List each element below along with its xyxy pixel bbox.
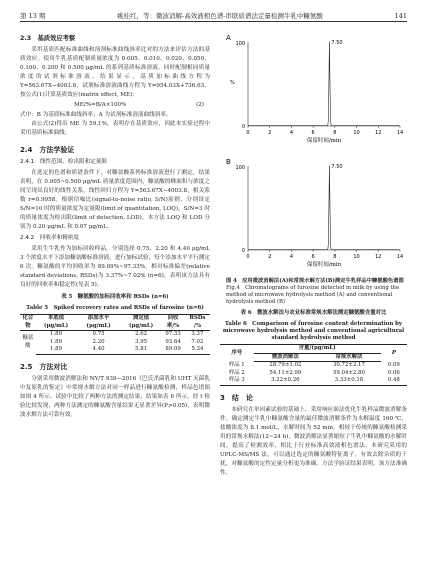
running-header	[20, 8, 407, 20]
panel-label: B	[226, 158, 231, 166]
table-caption-en: Table 5 Spiked recovery rates and RSDs of furosine (n=6)	[26, 305, 204, 311]
x-tick-label: 10	[353, 254, 360, 260]
table-cell: 2.62	[135, 331, 148, 338]
table-row	[20, 346, 210, 354]
column-header: 序号	[220, 345, 254, 362]
paragraph: 在选定的色谱和质谱条件下，对糠氨酸系列标准溶液进行了测定，结果表明，在 0.005~0.500 μg/mL 质量浓度范围内，糠氨酸的峰面积与浓度之间呈现出良好的线性关系，线性回归方程为 Y=563.67X−4003.8，相关系数 r=0.9958。根据信噪比(signal-to-noise ratio, S/N)原则，分别设定 S/N=10 时的质量浓度为定量限(limit of quantitation, LOQ)，S/N=3 时的质量浓度为检出限(limit of detection, LOD)，本方法 LOQ 和 LOD 分别为 0.20 μg/mL 和 0.07 μg/mL。	[20, 170, 210, 230]
x-tick-label: 10	[353, 130, 360, 136]
y-tick-label: 0	[241, 124, 245, 130]
paragraph: 本研究在单因素试验的基础上，采用响应面法优化牛乳样品微波消解条件。确定测定牛乳中糠氨酸含量的最佳微波消解条件为水解温度 160 ℃，盐酸浓度为 8.1 mol/L，水解时间为 52 min。相较于传统的糠氨酸检测采用的常规水解法(12~24 h)，微波消解法显著缩短了牛乳中糠氨酸的水解时间，提高了检测效率，相比于行业标准高效液相色谱法，本研究采用的 UPLC-MS/MS 法，可以通过选定的糠氨酸特征离子，有效去除杂质的干扰，对糠氨酸的定性定量分析更为准确。方法学验证结果表明，该方法准确性、	[220, 406, 407, 476]
panel-label: A	[226, 34, 231, 42]
subsection-heading: 2.4.1 线性范围、检出限和定量限	[20, 159, 107, 165]
paragraph: 由公式(2)得出 ME 为 59.1%，表明存在基质效应，因此本实验过程中采用基质标准曲线。	[20, 121, 210, 136]
table-cell: 97.33	[165, 331, 181, 338]
paragraph: 采用生牛乳作为加标回收样品，分别选择 0.75、2.20 和 4.40 μg/mL 3 个浓度水平下添加糠氨酸标准溶液，进行加标试验，每个添加水平平行测定 6 次。糠氨酸的平均回收率为 89.09%~97.33%，相对标准偏差(relative standard deviations, RSDs)为 3.37%~7.02% (n=6)，表明该方法具有良好的回收率和稳定性(见表 5)。	[20, 246, 210, 288]
group-header: 含量/(μg/mL)	[254, 345, 381, 354]
table-cell: 样品 3	[220, 377, 254, 385]
page-number: 141	[394, 12, 407, 20]
table-cell: 0.75	[92, 331, 105, 338]
table-cell: 7.02	[191, 338, 204, 345]
table-cell: 1.89	[50, 331, 63, 338]
equation-body: ME/%=B/A×100%	[74, 102, 127, 108]
peak-label: 7.50	[331, 40, 343, 46]
chromatogram-trace	[248, 166, 399, 250]
y-tick-label: 0	[241, 248, 245, 254]
table-cell: 0.48	[381, 377, 407, 385]
x-tick-label: 12	[375, 254, 382, 260]
table-cell: 0.09	[387, 361, 400, 368]
column-header: P	[381, 345, 407, 362]
paragraph: 式中：B 为基质标准曲线斜率；A 为试剂标准溶液曲线斜率。	[20, 112, 172, 118]
figure-4	[220, 30, 407, 278]
x-tick-label: 4	[289, 130, 294, 136]
table-cell: 1.89	[50, 338, 63, 345]
x-tick-label: 2	[268, 254, 272, 260]
table-caption-cn: 表 5 糠氨酸的加标回收率和 RSDs (n=6)	[61, 294, 169, 300]
subsection-heading: 2.4.2 回收率和精密度	[20, 235, 79, 241]
column-header: 常规水解法	[317, 353, 381, 362]
x-tick-label: 0	[246, 254, 250, 260]
x-tick-label: 4	[289, 254, 294, 260]
table-cell: 93.64	[165, 338, 181, 345]
table-cell: 59.04±2.80	[332, 369, 365, 376]
table-cell: 0.06	[387, 369, 400, 376]
table-caption-cn: 表 6 微波水解法与农业标准常规水解法测定糠氨酸含量对比	[240, 310, 387, 316]
paragraph: 分别采用微波消解法和 NY/T 939—2016《巴氏杀菌乳和 UHT 灭菌乳中复原乳的鉴定》中常规水解方法对同一样品进行糠氨酸检测，样品色谱图如图 4 所示。试验中比较了两种方法的测定结果，结果如表 6 所示，经 t 检验比较发现，两种方法测定的糠氨酸含量结果无显著差异(P>0.05)，表明微波水解方法可靠有效。	[20, 375, 210, 418]
x-axis-label: 保留时间/min	[306, 262, 342, 268]
section-heading: 3 结 论	[220, 393, 253, 402]
header-rule	[20, 21, 407, 22]
table-cell: 30.72±2.17	[332, 362, 365, 369]
table-cell: 89.09	[161, 346, 185, 354]
table-cell: 3.37	[191, 331, 204, 338]
column-header: 测定值 (μg/mL)	[121, 315, 161, 331]
table-cell: 4.40	[76, 346, 121, 354]
y-axis-label: %	[230, 80, 235, 86]
table-row	[220, 362, 407, 370]
right-column	[220, 30, 407, 478]
compound-cell: 糠氨酸	[22, 335, 34, 349]
table-cell: 5.81	[121, 346, 161, 354]
figure-caption-cn: 图 4 应用微波消解法(A)和常规水解方法(B)测定牛乳样品中糠氨酸色谱图	[226, 278, 404, 284]
table-caption-en: Table 6 Comparison of furosine content determination by microwave hydrolysis method and conventional agricultural standard hydrolysis method	[222, 321, 405, 341]
table-5	[20, 314, 210, 355]
table-row	[220, 370, 407, 378]
table-cell: 样品 1	[228, 361, 245, 368]
x-tick-label: 14	[396, 130, 404, 136]
x-tick-label: 6	[311, 130, 315, 136]
section-heading: 2.4 方法学验证	[20, 146, 75, 154]
section-heading: 2.3 基质效应考察	[20, 35, 76, 42]
chromatogram-trace	[248, 42, 399, 126]
x-tick-label: 8	[333, 254, 337, 260]
figure-caption	[220, 278, 407, 306]
x-tick-label: 6	[311, 254, 315, 260]
chromatogram-b	[220, 154, 407, 274]
y-tick-label: 100	[235, 165, 245, 171]
figure-caption-en: Fig.4 Chromatograms of furosine detected in milk by using the method of microwave hydrolysis method (A) and conventional hydrolysis method (B)	[226, 285, 400, 305]
x-tick-label: 0	[246, 130, 250, 136]
issue-number: 第 13 期	[20, 12, 46, 20]
x-tick-label: 12	[375, 130, 382, 136]
column-header: RSDs /%	[185, 315, 210, 331]
column-header: 添加水平 (μg/mL)	[76, 315, 121, 331]
column-header: 本底值 (μg/mL)	[36, 315, 76, 331]
table-cell: 2.20	[92, 338, 105, 345]
table-cell: 54.11±2.99	[269, 369, 302, 376]
table-cell: 1.89	[36, 346, 76, 354]
paragraph: 采用基质匹配标准曲线和溶剂标准曲线斜率比对的方法来评估方法的基质效应。使用牛乳基质配制质量浓度为 0.005、0.010、0.020、0.050、0.100、0.200 和 0.500 μg/mL 的系列基质标准溶液，同时配制相同质量浓度的试剂标准溶液。结果显示，基质加标曲线方程为 Y=563.67X−4003.8，试剂标准溶液曲线方程为 Y=954.03X+736.63，按公式(1)计算基质效应(matrix effect, ME)：	[20, 47, 210, 98]
column-header: 化合物	[20, 315, 36, 331]
table-cell: 28.79±1.02	[269, 362, 302, 369]
x-tick-label: 14	[396, 254, 404, 260]
table-row	[20, 339, 210, 347]
running-title: 姚桂红，等：微波消解-高效液相色谱-串联质谱法定量检测牛乳中糠氨酸	[117, 12, 323, 20]
y-tick-label: 100	[235, 41, 245, 47]
equation-number: (2)	[196, 102, 204, 108]
section-heading: 2.5 方法对比	[20, 362, 68, 371]
equation	[20, 101, 210, 110]
column-header: 微波消解法	[254, 353, 318, 362]
x-axis-label: 保留时间/min	[306, 138, 342, 144]
table-row	[20, 331, 210, 339]
peak-label: 7.50	[331, 164, 343, 170]
table-6	[220, 344, 407, 386]
chromatogram-a	[220, 30, 407, 150]
x-tick-label: 8	[333, 130, 337, 136]
table-cell: 3.22±0.26	[254, 377, 318, 385]
column-header: 回收率/%	[161, 315, 185, 331]
table-cell: 样品 2	[228, 369, 245, 376]
x-tick-label: 2	[268, 130, 272, 136]
table-cell: 5.34	[185, 346, 210, 354]
left-column	[20, 30, 210, 420]
table-cell: 3.95	[135, 338, 148, 345]
table-row	[220, 377, 407, 385]
table-cell: 3.33±0.18	[317, 377, 381, 385]
